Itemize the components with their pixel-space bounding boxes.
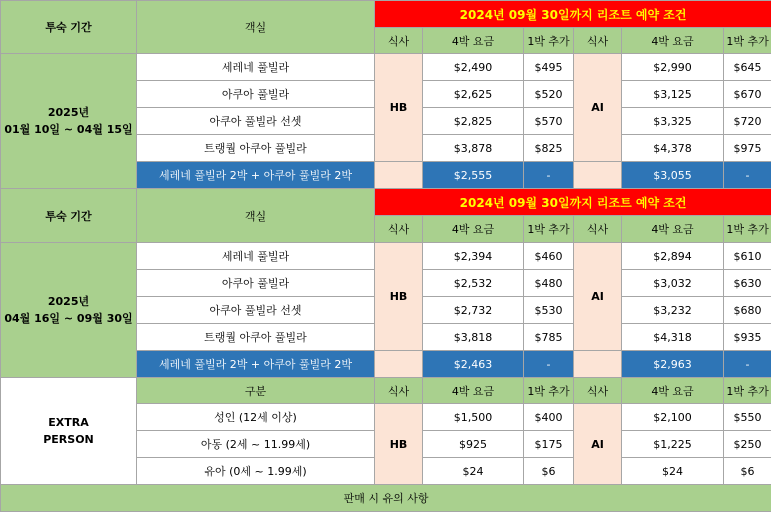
ai-extra-1n: $250 xyxy=(724,431,771,458)
period-header: 투숙 기간 xyxy=(1,1,137,54)
person-category: 유아 (0세 ~ 1.99세) xyxy=(137,458,375,485)
hb-price-4n: $2,394 xyxy=(423,243,524,270)
ai-extra-1n: $670 xyxy=(724,81,771,108)
extra-1n-header: 1박 추가 xyxy=(524,216,574,243)
ai-price-4n: $2,100 xyxy=(622,404,724,431)
ai-extra-1n: $935 xyxy=(724,324,771,351)
price-4n-header: 4박 요금 xyxy=(423,28,524,54)
combo-hb-price-4n: $2,555 xyxy=(423,162,524,189)
ai-price-4n: $4,318 xyxy=(622,324,724,351)
price-4n-header: 4박 요금 xyxy=(622,216,724,243)
room-name: 아쿠아 풀빌라 선셋 xyxy=(137,108,375,135)
combo-room-name: 세레네 풀빌라 2박 + 아쿠아 풀빌라 2박 xyxy=(137,351,375,378)
ai-price-4n: $4,378 xyxy=(622,135,724,162)
category-header: 구분 xyxy=(137,378,375,404)
price-4n-header: 4박 요금 xyxy=(423,378,524,404)
ai-price-4n: $3,232 xyxy=(622,297,724,324)
extra-label-line2: PERSON xyxy=(1,431,136,448)
extra-1n-header: 1박 추가 xyxy=(524,378,574,404)
hb-extra-1n: $6 xyxy=(524,458,574,485)
meal-plan-hb: HB xyxy=(375,404,423,485)
hb-price-4n: $2,825 xyxy=(423,108,524,135)
hb-extra-1n: $495 xyxy=(524,54,574,81)
extra-1n-header: 1박 추가 xyxy=(524,28,574,54)
person-category: 아동 (2세 ~ 11.99세) xyxy=(137,431,375,458)
hb-extra-1n: $460 xyxy=(524,243,574,270)
ai-price-4n: $1,225 xyxy=(622,431,724,458)
ai-extra-1n: $645 xyxy=(724,54,771,81)
combo-hb-extra-1n: - xyxy=(524,162,574,189)
combo-ai-price-4n: $3,055 xyxy=(622,162,724,189)
ai-price-4n: $3,325 xyxy=(622,108,724,135)
meal-header: 식사 xyxy=(375,216,423,243)
hb-price-4n: $1,500 xyxy=(423,404,524,431)
room-name: 아쿠아 풀빌라 선셋 xyxy=(137,297,375,324)
ai-price-4n: $3,032 xyxy=(622,270,724,297)
extra-1n-header: 1박 추가 xyxy=(724,216,771,243)
person-category: 성인 (12세 이상) xyxy=(137,404,375,431)
stay-period xyxy=(1,54,137,189)
section1-header-row xyxy=(1,1,771,28)
ai-price-4n: $2,894 xyxy=(622,243,724,270)
period-dates: 01월 10일 ~ 04월 15일 xyxy=(1,121,136,138)
section2-header-row xyxy=(1,189,771,216)
sales-notes-heading: 판매 시 유의 사항 xyxy=(1,485,771,512)
hb-price-4n: $3,878 xyxy=(423,135,524,162)
period-dates: 04월 16일 ~ 09월 30일 xyxy=(1,310,136,327)
booking-condition-banner: 2024년 09월 30일까지 리조트 예약 조건 xyxy=(375,1,771,28)
period-header: 투숙 기간 xyxy=(1,189,137,243)
combo-meal-spacer xyxy=(574,162,622,189)
ai-extra-1n: $550 xyxy=(724,404,771,431)
hb-price-4n: $2,490 xyxy=(423,54,524,81)
ai-extra-1n: $610 xyxy=(724,243,771,270)
combo-meal-spacer xyxy=(375,162,423,189)
combo-room-name: 세레네 풀빌라 2박 + 아쿠아 풀빌라 2박 xyxy=(137,162,375,189)
combo-meal-spacer xyxy=(574,351,622,378)
hb-price-4n: $3,818 xyxy=(423,324,524,351)
room-header: 객실 xyxy=(137,1,375,54)
footer-row xyxy=(1,485,771,512)
extra-1n-header: 1박 추가 xyxy=(724,28,771,54)
meal-plan-hb: HB xyxy=(375,243,423,351)
meal-header: 식사 xyxy=(574,216,622,243)
hb-extra-1n: $480 xyxy=(524,270,574,297)
meal-header: 식사 xyxy=(375,378,423,404)
room-header: 객실 xyxy=(137,189,375,243)
hb-price-4n: $925 xyxy=(423,431,524,458)
hb-price-4n: $2,732 xyxy=(423,297,524,324)
hb-extra-1n: $570 xyxy=(524,108,574,135)
ai-extra-1n: $6 xyxy=(724,458,771,485)
hb-price-4n: $2,625 xyxy=(423,81,524,108)
room-name: 트랭퀄 아쿠아 풀빌라 xyxy=(137,135,375,162)
hb-extra-1n: $530 xyxy=(524,297,574,324)
room-name: 세레네 풀빌라 xyxy=(137,54,375,81)
hb-extra-1n: $825 xyxy=(524,135,574,162)
ai-price-4n: $3,125 xyxy=(622,81,724,108)
meal-header: 식사 xyxy=(375,28,423,54)
hb-extra-1n: $785 xyxy=(524,324,574,351)
combo-hb-extra-1n: - xyxy=(524,351,574,378)
meal-plan-ai: AI xyxy=(574,54,622,162)
ai-price-4n: $24 xyxy=(622,458,724,485)
extra-1n-header: 1박 추가 xyxy=(724,378,771,404)
table-row xyxy=(1,54,771,81)
combo-ai-price-4n: $2,963 xyxy=(622,351,724,378)
meal-plan-ai: AI xyxy=(574,404,622,485)
extra-label-line1: EXTRA xyxy=(1,414,136,431)
room-name: 아쿠아 풀빌라 xyxy=(137,81,375,108)
hb-extra-1n: $520 xyxy=(524,81,574,108)
extra-person-label xyxy=(1,378,137,485)
combo-hb-price-4n: $2,463 xyxy=(423,351,524,378)
hb-extra-1n: $400 xyxy=(524,404,574,431)
period-year: 2025년 xyxy=(1,293,136,310)
price-4n-header: 4박 요금 xyxy=(622,28,724,54)
price-4n-header: 4박 요금 xyxy=(423,216,524,243)
room-name: 세레네 풀빌라 xyxy=(137,243,375,270)
table-row xyxy=(1,243,771,270)
hb-extra-1n: $175 xyxy=(524,431,574,458)
room-name: 트랭퀄 아쿠아 풀빌라 xyxy=(137,324,375,351)
extra-header-row xyxy=(1,378,771,404)
meal-header: 식사 xyxy=(574,378,622,404)
meal-header: 식사 xyxy=(574,28,622,54)
booking-condition-banner: 2024년 09월 30일까지 리조트 예약 조건 xyxy=(375,189,771,216)
combo-ai-extra-1n: - xyxy=(724,162,771,189)
period-year: 2025년 xyxy=(1,104,136,121)
ai-extra-1n: $720 xyxy=(724,108,771,135)
combo-meal-spacer xyxy=(375,351,423,378)
hb-price-4n: $2,532 xyxy=(423,270,524,297)
price-4n-header: 4박 요금 xyxy=(622,378,724,404)
combo-ai-extra-1n: - xyxy=(724,351,771,378)
stay-period xyxy=(1,243,137,378)
meal-plan-hb: HB xyxy=(375,54,423,162)
meal-plan-ai: AI xyxy=(574,243,622,351)
room-name: 아쿠아 풀빌라 xyxy=(137,270,375,297)
ai-price-4n: $2,990 xyxy=(622,54,724,81)
ai-extra-1n: $975 xyxy=(724,135,771,162)
ai-extra-1n: $680 xyxy=(724,297,771,324)
ai-extra-1n: $630 xyxy=(724,270,771,297)
hb-price-4n: $24 xyxy=(423,458,524,485)
